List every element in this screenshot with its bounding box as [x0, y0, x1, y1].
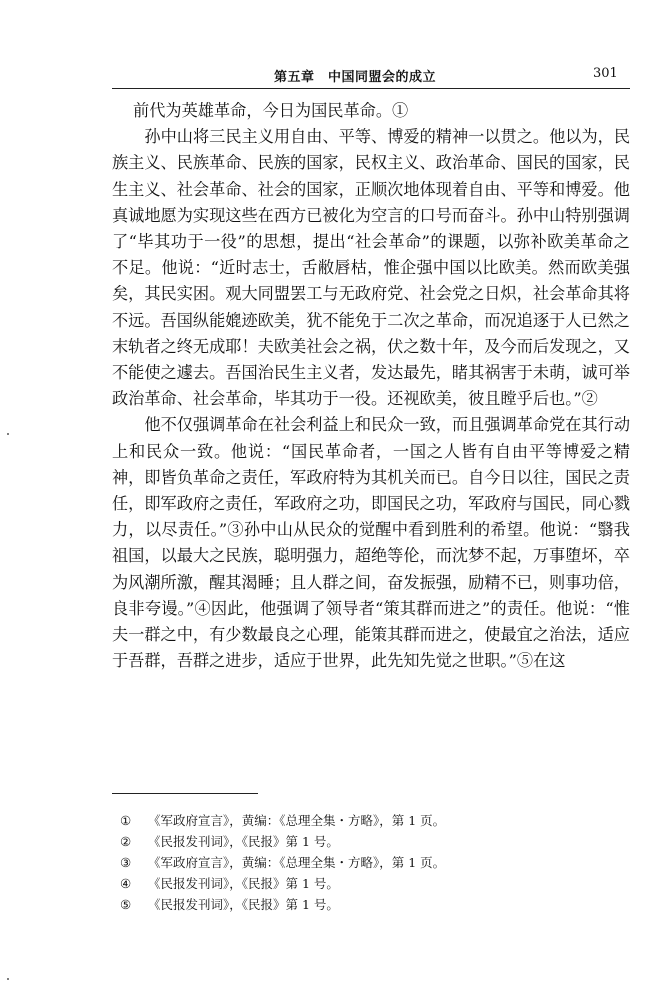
paragraph: 孙中山将三民主义用自由、平等、博爱的精神一以贯之。他以为，民族主义、民族革命、民族的国家，民权主义、政治革命、国民的国家，民生主义、社会革命、社会的国家，正顺次地体现着自由、平等和博爱。他真诚地愿为实现这些在西方已被化为空言的口号而奋斗。孙中山特别强调了“毕其功于一役”的思想，提出“社会革命”的课题，以弥补欧美革命之不足。他说：“近时志士，舌敝唇枯，惟企强中国以比欧美。然而欧美强矣，其民实困。观大同盟罢工与无政府党、社会党之日炽，社会革命其将不远。吾国纵能媲迹欧美，犹不能免于二次之革命，而况追逐于人已然之末轨者之终无成耶！夫欧美社会之祸，伏之数十年，及今而后发现之，又不能使之遽去。吾国治民生主义者，发达最先，睹其祸害于未萌，诚可举政治革命、社会革命，毕其功于一役。还视欧美，彼且瞠乎后也。”② [112, 127, 631, 409]
chapter-title: 第五章 中国同盟会的成立 [274, 70, 437, 85]
footnote-rule [112, 793, 258, 794]
footnote [120, 852, 620, 873]
footnote-text: 《民报发刊词》，《民报》第 1 号。 [148, 876, 339, 891]
footnote-text: 《军政府宣言》，黄编：《总理全集・方略》，第 1 页。 [148, 813, 446, 828]
footnotes [120, 810, 620, 915]
quote-line: 前代为英雄革命，今日为国民革命。① [133, 101, 409, 120]
footnote-text: 《军政府宣言》，黄编：《总理全集・方略》，第 1 页。 [148, 855, 446, 870]
running-header [0, 66, 652, 88]
page-number: 301 [593, 66, 618, 81]
footnote [120, 831, 620, 852]
footnote [120, 873, 620, 894]
body-text [112, 98, 630, 674]
footnote-mark: ② [120, 834, 132, 849]
header-rule [112, 88, 630, 89]
paragraph: 他不仅强调革命在社会利益上和民众一致，而且强调革命党在其行动上和民众一致。他说：“国民革命者，一国之人皆有自由平等博爱之精神，即皆负革命之责任，军政府特为其机关而已。自今日以往，国民之责任，即军政府之责任，军政府之功，即国民之功，军政府与国民，同心戮力，以尽责任。”③孙中山从民众的觉醒中看到胜利的希望。他说：“翳我祖国，以最大之民族，聪明强力，超绝等伦，而沈梦不起，万事堕坏，卒为风潮所激，醒其渴睡；且人群之间，奋发振强，励精不已，则事功倍，良非夸谩。”④因此，他强调了领导者“策其群而进之”的责任。他说：“惟夫一群之中，有少数最良之心理，能策其群而进之，使最宜之治法，适应于吾群，吾群之进步，适应于世界，此先知先觉之世职。”⑤在这 [112, 415, 631, 671]
footnote [120, 894, 620, 915]
footnote-text: 《民报发刊词》，《民报》第 1 号。 [148, 897, 339, 912]
footnote-mark: ③ [120, 855, 132, 870]
footnote [120, 810, 620, 831]
footnote-mark: ④ [120, 876, 132, 891]
footnote-text: 《民报发刊词》，《民报》第 1 号。 [148, 834, 339, 849]
scan-speck [7, 978, 9, 980]
scan-speck [7, 433, 9, 435]
footnote-mark: ⑤ [120, 897, 132, 912]
footnote-mark: ① [120, 813, 132, 828]
